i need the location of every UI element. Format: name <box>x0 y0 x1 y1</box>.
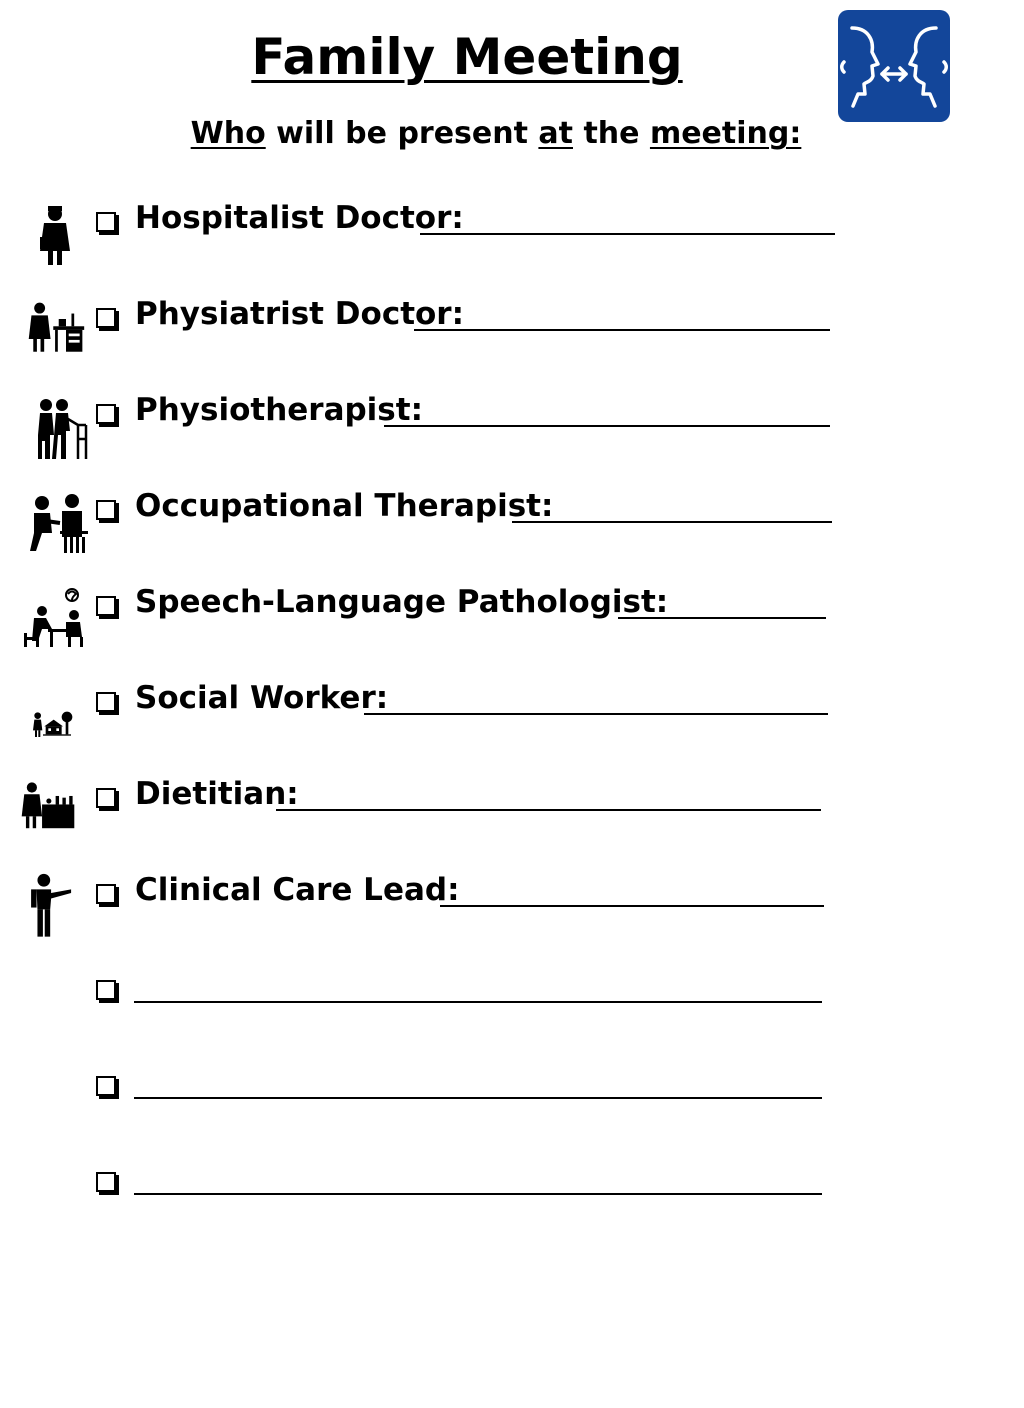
attendee-row-speech-language-pathologist <box>0 579 1024 659</box>
attendee-label: Hospitalist Doctor: <box>135 200 464 236</box>
attendee-label: Speech-Language Pathologist: <box>135 584 669 620</box>
attendee-row-occupational-therapist <box>0 483 1024 563</box>
attendee-checkbox[interactable] <box>96 308 116 328</box>
attendee-label: Physiotherapist: <box>135 392 423 428</box>
attendee-row-physiatrist <box>0 291 1024 371</box>
subtitle-at: at <box>538 116 573 151</box>
home-visit-icon <box>20 709 86 753</box>
name-input-line[interactable] <box>420 233 835 235</box>
name-input-line[interactable] <box>512 521 832 523</box>
attendee-row-blank <box>0 963 1024 1043</box>
attendee-label: Occupational Therapist: <box>135 488 554 524</box>
subtitle-meeting: meeting: <box>649 116 802 151</box>
name-input-line[interactable] <box>134 1097 822 1099</box>
speech-therapy-icon <box>22 585 88 651</box>
attendee-row-dietitian <box>0 771 1024 851</box>
attendee-label: Clinical Care Lead: <box>135 872 460 908</box>
attendee-label: Physiatrist Doctor: <box>135 296 464 332</box>
attendee-checkbox[interactable] <box>96 1172 116 1192</box>
dietitian-counter-icon <box>20 777 76 837</box>
attendee-checkbox[interactable] <box>96 980 116 1000</box>
attendee-checkbox[interactable] <box>96 1076 116 1096</box>
attendee-row-blank <box>0 1155 1024 1235</box>
attendee-checkbox[interactable] <box>96 404 116 424</box>
attendee-checkbox[interactable] <box>96 212 116 232</box>
doctor-at-desk-icon <box>26 296 86 362</box>
attendee-checkbox[interactable] <box>96 788 116 808</box>
therapy-session-icon <box>26 491 92 557</box>
name-input-line[interactable] <box>134 1193 822 1195</box>
doctor-icon <box>22 201 88 267</box>
attendee-row-hospitalist <box>0 195 1024 275</box>
name-input-line[interactable] <box>134 1001 822 1003</box>
page-title: Family Meeting <box>251 28 683 86</box>
attendee-label: Social Worker: <box>135 680 389 716</box>
walker-assist-icon <box>30 395 96 461</box>
attendee-checkbox[interactable] <box>96 500 116 520</box>
name-input-line[interactable] <box>618 617 826 619</box>
name-input-line[interactable] <box>414 329 830 331</box>
name-input-line[interactable] <box>384 425 830 427</box>
name-input-line[interactable] <box>364 713 828 715</box>
attendee-checkbox[interactable] <box>96 692 116 712</box>
attendee-row-social-worker <box>0 675 1024 755</box>
name-input-line[interactable] <box>440 905 824 907</box>
attendee-row-clinical-care-lead <box>0 867 1024 947</box>
attendee-checkbox[interactable] <box>96 596 116 616</box>
two-faces-communication-icon <box>838 10 950 122</box>
attendee-row-physiotherapist <box>0 387 1024 467</box>
attendee-checkbox[interactable] <box>96 884 116 904</box>
subtitle-who: Who <box>190 116 266 151</box>
attendee-row-blank <box>0 1059 1024 1139</box>
subtitle-text-2: the <box>573 116 650 151</box>
attendee-label: Dietitian: <box>135 776 299 812</box>
presenter-icon <box>22 867 82 939</box>
subtitle-text-1: will be present <box>265 116 539 151</box>
name-input-line[interactable] <box>276 809 821 811</box>
